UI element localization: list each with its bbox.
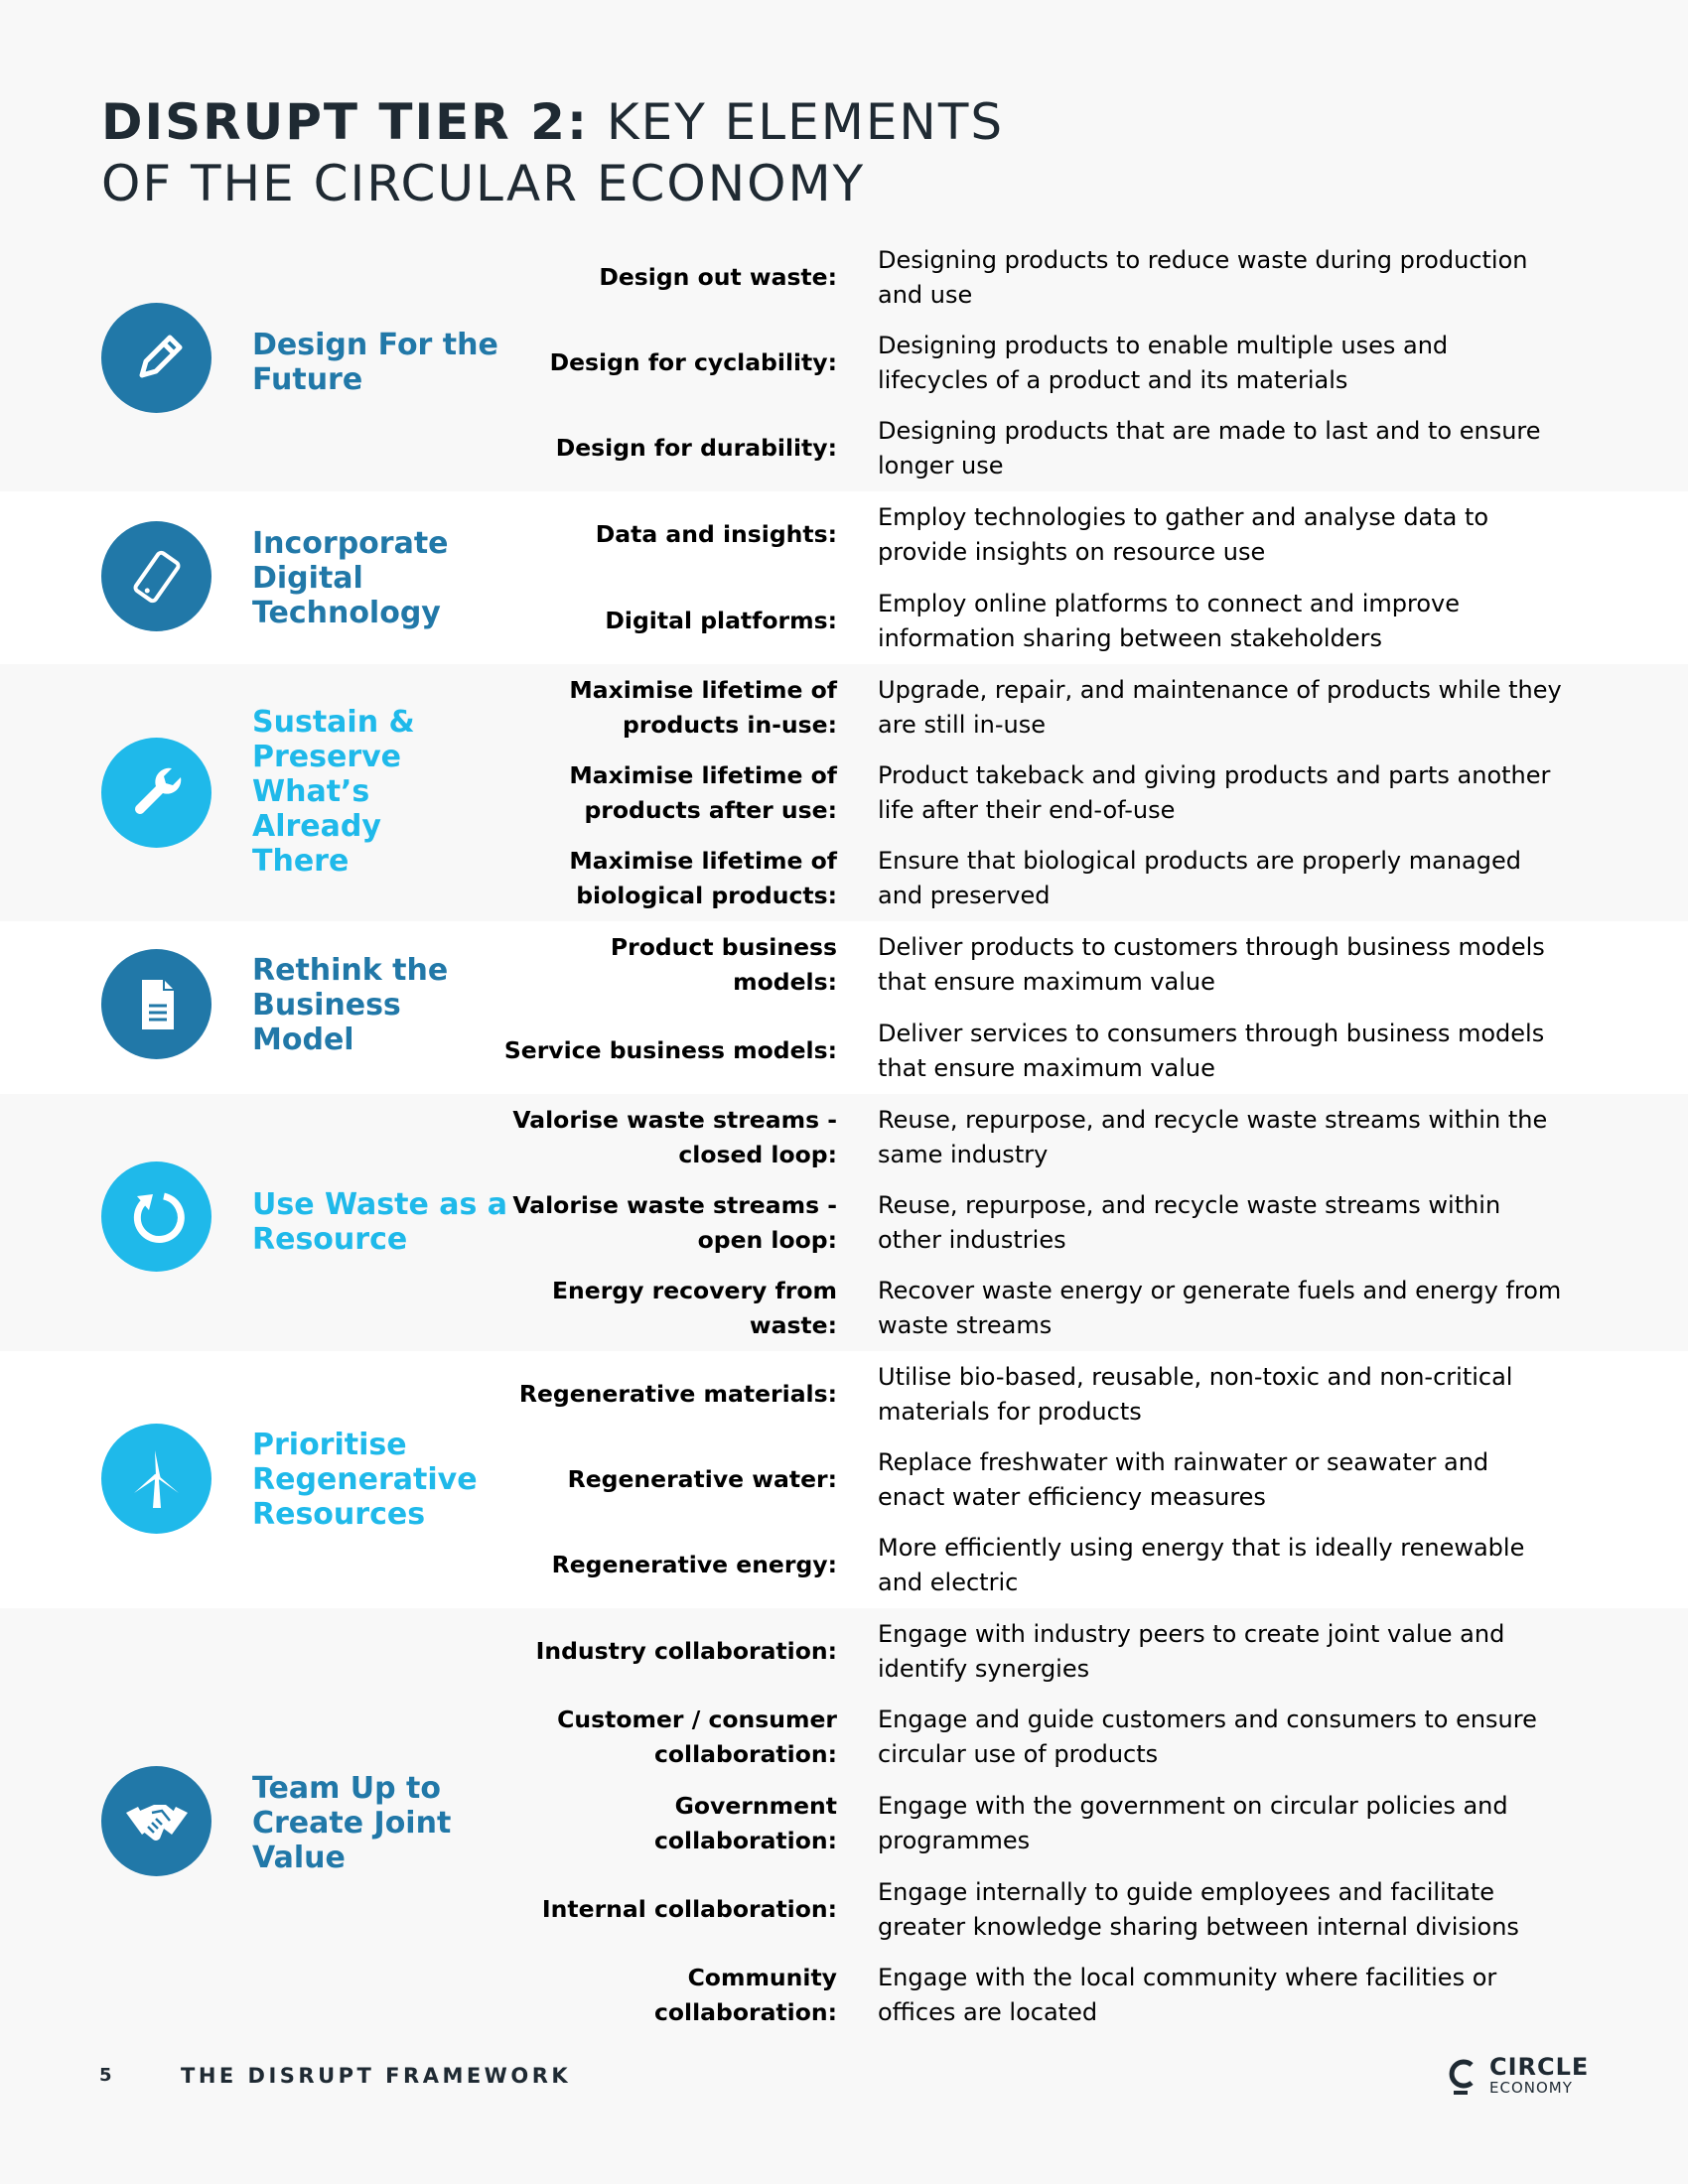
section-title: Team Up to Create Joint Value — [252, 1771, 452, 1875]
row-desc: Reuse, repurpose, and recycle waste streams within the same industry — [878, 1105, 1548, 1168]
row-term: Regenerative energy: — [551, 1551, 837, 1578]
section-design-for-the-future — [0, 234, 1688, 491]
section-team-up — [0, 1608, 1688, 2039]
row — [0, 1866, 1688, 1953]
row-desc: Product takeback and giving products and parts another life after their end-of-use — [878, 760, 1551, 824]
row-desc: More efficiently using energy that is ideally renewable and electric — [878, 1533, 1525, 1596]
section-title: Rethink the Business Model — [252, 953, 449, 1057]
row-term: Maximise lifetime of biological products: — [569, 846, 837, 909]
row — [0, 1608, 1688, 1695]
title-line2: OF THE CIRCULAR ECONOMY — [101, 155, 866, 212]
row-desc: Engage with the government on circular policies and programmes — [878, 1791, 1508, 1854]
row — [0, 234, 1688, 321]
row — [0, 1265, 1688, 1351]
row-term: Customer / consumer collaboration: — [557, 1705, 837, 1768]
row — [0, 1522, 1688, 1608]
row-desc: Designing products to enable multiple uses and lifecycles of a product and its materials — [878, 331, 1449, 394]
row-term: Maximise lifetime of products in-use: — [569, 675, 837, 739]
row-term: Valorise waste streams - closed loop: — [512, 1105, 837, 1168]
section-title: Sustain & Preserve What’s Already There — [252, 705, 415, 879]
row-desc: Deliver services to consumers through business models that ensure maximum value — [878, 1019, 1545, 1082]
row — [0, 405, 1688, 491]
row-term: Valorise waste streams - open loop: — [512, 1190, 837, 1254]
row-term: Industry collaboration: — [535, 1637, 837, 1665]
row — [0, 578, 1688, 664]
row-term: Digital platforms: — [605, 607, 837, 634]
row — [0, 1780, 1688, 1866]
row-desc: Replace freshwater with rainwater or seawater and enact water efficiency measures — [878, 1447, 1489, 1511]
section-title: Incorporate Digital Technology — [252, 526, 449, 630]
row-desc: Designing products that are made to last and to ensure longer use — [878, 416, 1541, 479]
row — [0, 1094, 1688, 1180]
row-desc: Designing products to reduce waste during production and use — [878, 245, 1528, 309]
footer-title: THE DISRUPT FRAMEWORK — [181, 2064, 572, 2088]
row-desc: Employ online platforms to connect and improve information sharing between stakeholders — [878, 589, 1460, 652]
circle-economy-logo — [1448, 2053, 1597, 2101]
row-term: Design out waste: — [599, 263, 837, 291]
row-term: Regenerative materials: — [518, 1380, 837, 1408]
row-term: Regenerative water: — [567, 1465, 837, 1493]
circle-logo-icon — [1448, 2057, 1477, 2097]
row-term: Maximise lifetime of products after use: — [569, 760, 837, 824]
row-term: Energy recovery from waste: — [551, 1276, 837, 1339]
row — [0, 1008, 1688, 1094]
row — [0, 1694, 1688, 1780]
logo-word-1: CIRCLE — [1489, 2053, 1590, 2081]
row-desc: Recover waste energy or generate fuels and energy from waste streams — [878, 1276, 1562, 1339]
row-term: Data and insights: — [595, 520, 837, 548]
row-desc: Engage with the local community where facilities or offices are located — [878, 1963, 1497, 2026]
row — [0, 1351, 1688, 1437]
row — [0, 1179, 1688, 1266]
row-desc: Engage and guide customers and consumers to ensure circular use of products — [878, 1705, 1537, 1768]
row-desc: Engage internally to guide employees and facilitate greater knowledge sharing between internal divisions — [878, 1877, 1519, 1941]
row — [0, 750, 1688, 836]
row-term: Product business models: — [610, 932, 837, 996]
row-term: Design for cyclability: — [549, 348, 837, 376]
section-title: Prioritise Regenerative Resources — [252, 1428, 478, 1532]
logo-word-2: ECONOMY — [1489, 2079, 1573, 2097]
row — [0, 664, 1688, 751]
row-desc: Employ technologies to gather and analyse data to provide insights on resource use — [878, 502, 1489, 566]
row-term: Service business models: — [503, 1036, 837, 1064]
section-incorporate-digital-technology — [0, 491, 1688, 664]
title-bold: DISRUPT TIER 2: — [101, 93, 589, 151]
section-rethink-business-model — [0, 921, 1688, 1094]
row-desc: Reuse, repurpose, and recycle waste streams within other industries — [878, 1190, 1501, 1254]
section-title: Design For the Future — [252, 328, 498, 397]
row-term: Internal collaboration: — [541, 1895, 837, 1923]
row-term: Government collaboration: — [653, 1791, 837, 1854]
row-desc: Engage with industry peers to create joint value and identify synergies — [878, 1619, 1505, 1683]
section-title: Use Waste as a Resource — [252, 1187, 508, 1257]
section-use-waste-as-resource — [0, 1094, 1688, 1351]
section-sustain-preserve — [0, 664, 1688, 921]
row-term: Design for durability: — [555, 434, 837, 462]
row — [0, 1436, 1688, 1523]
row-desc: Upgrade, repair, and maintenance of products while they are still in-use — [878, 675, 1562, 739]
row — [0, 320, 1688, 406]
row — [0, 491, 1688, 578]
row-desc: Ensure that biological products are properly managed and preserved — [878, 846, 1521, 909]
section-prioritise-regenerative — [0, 1351, 1688, 1608]
row — [0, 835, 1688, 921]
row-term: Community collaboration: — [653, 1963, 837, 2026]
row-desc: Deliver products to customers through business models that ensure maximum value — [878, 932, 1545, 996]
row — [0, 921, 1688, 1008]
row-desc: Utilise bio-based, reusable, non-toxic and non-critical materials for products — [878, 1362, 1513, 1426]
title-rest: KEY ELEMENTS — [606, 93, 1005, 151]
page-title — [101, 91, 1004, 214]
page-number: 5 — [99, 2065, 112, 2086]
row — [0, 1952, 1688, 2038]
